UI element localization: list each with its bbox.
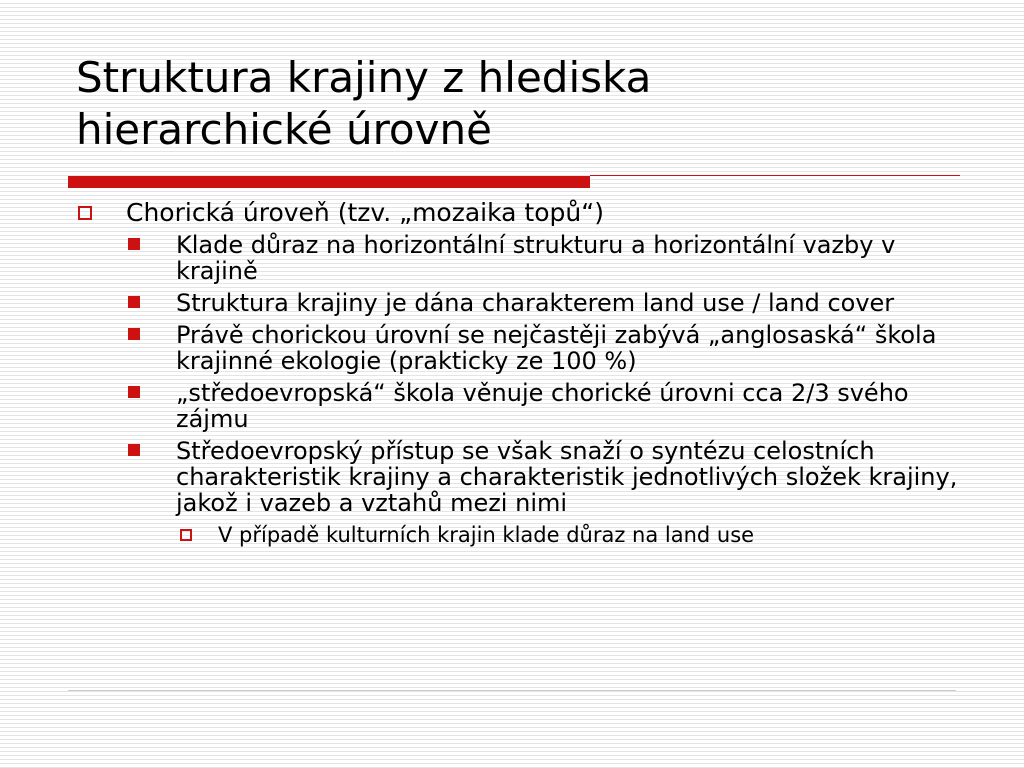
hollow-square-icon: [78, 206, 92, 220]
filled-square-icon: [128, 386, 140, 398]
filled-square-icon: [128, 238, 140, 250]
bullet-item-level3: [218, 522, 1024, 548]
filled-square-icon: [128, 328, 140, 340]
title-line-1: Struktura krajiny z hlediska: [76, 53, 652, 102]
title-line-2: hierarchické úrovně: [76, 105, 492, 154]
slide-title: [76, 52, 956, 156]
title-underline-thin: [590, 175, 960, 176]
bullet-item-level2: [176, 232, 960, 284]
bullet-item-level1: [126, 198, 1024, 228]
bullet-item-level2: [176, 380, 960, 432]
title-underline-thick: [68, 176, 590, 188]
bullet-text: Klade důraz na horizontální strukturu a horizontální vazby v krajině: [176, 231, 896, 285]
hollow-square-icon: [180, 529, 192, 541]
filled-square-icon: [128, 444, 140, 456]
filled-square-icon: [128, 296, 140, 308]
bullet-text: Struktura krajiny je dána charakterem land use / land cover: [176, 289, 895, 317]
bullet-text: V případě kulturních krajin klade důraz na land use: [218, 523, 755, 547]
bullet-text: „středoevropská“ škola věnuje chorické úrovni cca 2/3 svého zájmu: [176, 379, 909, 433]
bullet-item-level2: [176, 322, 960, 374]
bullet-text: Právě chorickou úrovní se nejčastěji zabývá „anglosaská“ škola krajinné ekologie (prakticky ze 100 %): [176, 321, 937, 375]
bullet-item-level2: [176, 438, 960, 516]
bullet-text: Chorická úroveň (tzv. „mozaika topů“): [126, 198, 604, 227]
bullet-item-level2: [176, 290, 960, 316]
bullet-list: [0, 198, 1024, 548]
bullet-text: Středoevropský přístup se však snaží o syntézu celostních charakteristik krajiny a charakteristik jednotlivých složek krajiny, jakož i vazeb a vztahů mezi nimi: [176, 437, 958, 517]
footer-divider: [68, 690, 956, 691]
